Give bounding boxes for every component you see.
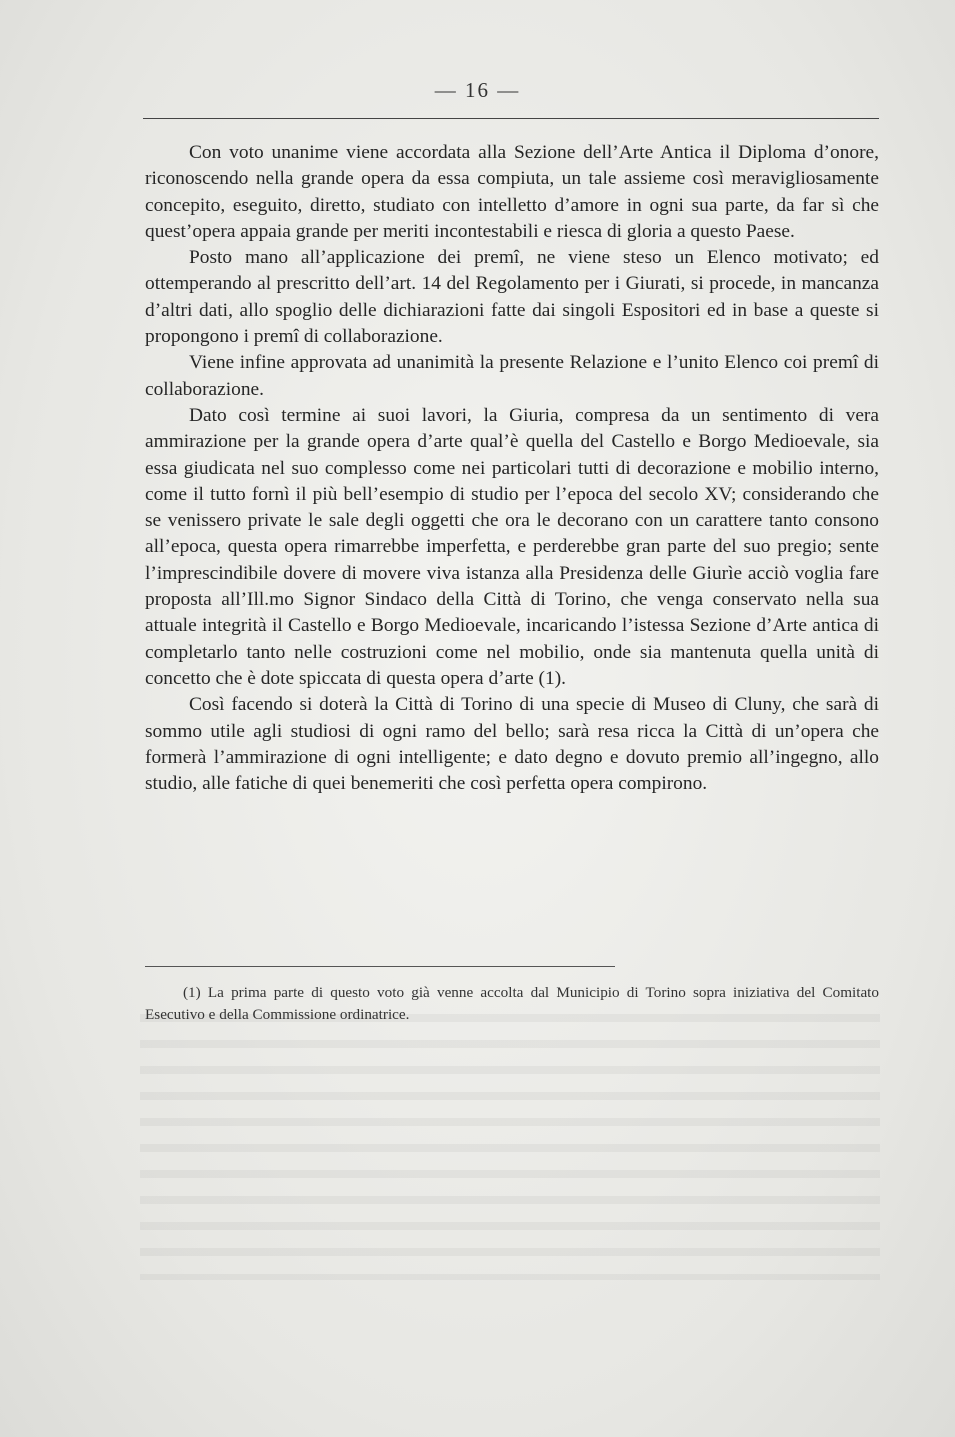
page-number: — 16 —	[434, 78, 521, 102]
paragraph-premi: Posto mano all’applicazione dei premî, ne viene steso un Elenco motivato; ed ottemperando al prescritto dell’art. 14 del Regolamento per i Giurati, si procede, in mancanza d’altri dati, allo spoglio delle dichiarazioni fatte dai singoli Espositori ed in base a queste si propongono i premî di collaborazione.	[145, 247, 879, 348]
footnote-rule	[145, 966, 615, 967]
show-through-texture	[140, 1000, 880, 1280]
paragraph-approvazione: Viene infine approvata ad unanimità la presente Relazione e l’unito Elenco coi premî di collaborazione.	[145, 352, 879, 400]
body-text	[145, 140, 879, 797]
paragraph-castello: Dato così termine ai suoi lavori, la Giuria, compresa da un sentimento di vera ammirazione per la grande opera d’arte qual’è quella del Castello e Borgo Medioevale, sia essa giudicata nel suo complesso come nei particolari tutti di decorazione e mobilio interno, come il tutto fornì il più bell’esempio di studio per l’epoca del secolo XV; considerando che se venissero private le sale degli oggetti che ora le decorano con un carattere tanto consono all’epoca, questa opera rimarrebbe imperfetta, e perderebbe gran parte del suo pregio; sente l’imprescindibile dovere di movere viva istanza alla Presidenza delle Giurìe acciò voglia fare proposta all’Ill.mo Signor Sindaco della Città di Torino, che venga conservato nella sua attuale integrità il Castello e Borgo Medioevale, incaricando l’istessa Sezione d’Arte antica di completarlo tanto nelle costruzioni come nel mobilio, onde sia mantenuta quella unità di concetto che è dote spiccata di questa opera d’arte (1).	[145, 404, 879, 689]
header-rule	[143, 118, 879, 119]
paragraph-museo: Così facendo si doterà la Città di Torino di una specie di Museo di Cluny, che sarà di sommo utile agli studiosi di ogni ramo del bello; sarà resa ricca la Città di un’opera che formerà l’ammirazione di ogni intelligente; e dato degno e dovuto premio all’ingegno, allo studio, alle fatiche di quei benemeriti che così perfetta opera compirono.	[145, 694, 879, 795]
footnote	[145, 982, 879, 1026]
footnote-text: (1) La prima parte di questo voto già venne accolta dal Municipio di Torino sopra iniziativa del Comitato Esecutivo e della Commissione ordinatrice.	[145, 984, 879, 1023]
paragraph-diploma: Con voto unanime viene accordata alla Sezione dell’Arte Antica il Diploma d’onore, riconoscendo nella grande opera da essa compiuta, un tale assieme così meravigliosamente concepito, eseguito, diretto, studiato con intelletto d’amore in ogni sua parte, da far sì che quest’opera appaia grande per meriti incontestabili e riesca di gloria a questo Paese.	[145, 142, 879, 242]
